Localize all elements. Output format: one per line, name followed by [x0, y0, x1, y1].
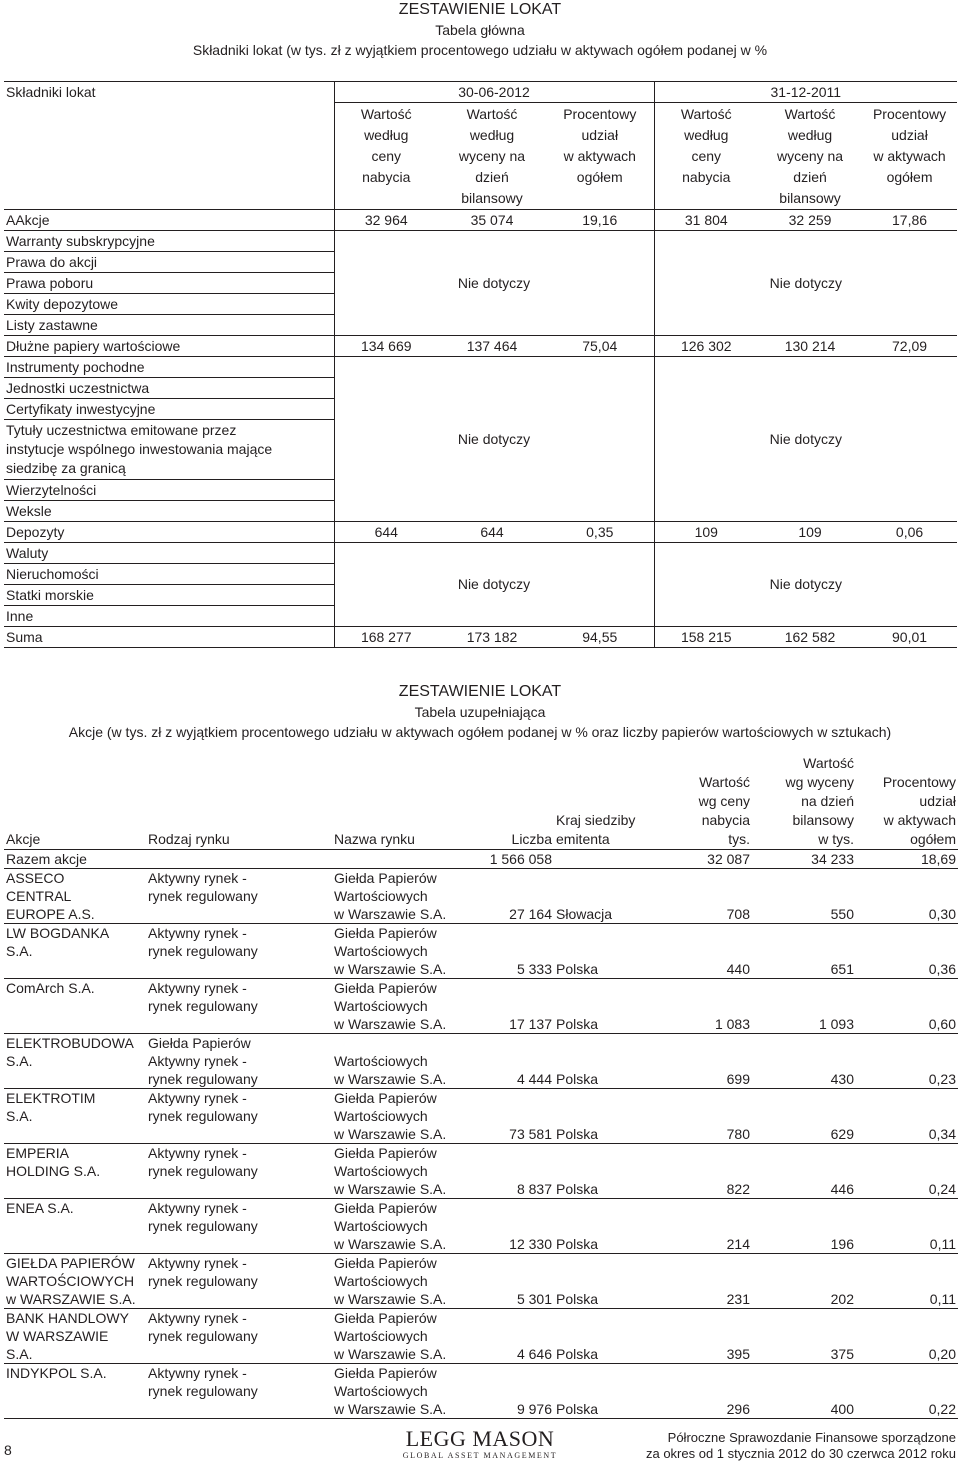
sup-table [4, 754, 958, 1419]
row-label: Listy zastawne [4, 315, 334, 336]
sup-udzial: 0,24 [856, 1144, 958, 1199]
sup-market-name: Giełda Papierów Wartościowych w Warszawie S.A. [332, 1309, 468, 1364]
sup-market-name: Giełda Papierów Wartościowych w Warszawie S.A. [332, 979, 468, 1034]
sup-liczba: 8 837 [468, 1144, 554, 1199]
sup-stock-name: LW BOGDANKA S.A. [4, 924, 146, 979]
row-label: Kwity depozytowe [4, 294, 334, 315]
sup-nabycie: 708 [650, 869, 752, 924]
sup-nabycie: 231 [650, 1254, 752, 1309]
sup-total-label: Razem akcje [4, 850, 332, 869]
main-row-depozyty [4, 522, 957, 543]
row-label: Tytuły uczestnictwa emitowane przez instytucje wspólnego inwestowania mające siedzibę za granicą [4, 420, 334, 480]
row-value: 17,86 [862, 210, 957, 231]
sup-liczba: 27 164 [468, 869, 554, 924]
row-label: Depozyty [4, 522, 334, 543]
sup-stock-name: ASSECO CENTRAL EUROPE A.S. [4, 869, 146, 924]
row-value: 173 182 [438, 627, 546, 648]
sup-kraj: Polska [554, 1199, 650, 1254]
row-label: AAkcje [4, 210, 334, 231]
sup-market-type: Giełda Papierów Aktywny rynek - rynek regulowany [146, 1034, 332, 1089]
sup-row [4, 1254, 958, 1309]
row-label: Nieruchomości [4, 564, 334, 585]
sup-wycena: 651 [752, 924, 856, 979]
sup-row [4, 869, 958, 924]
sup-market-name: Giełda Papierów Wartościowych w Warszawie S.A. [332, 924, 468, 979]
sup-udzial: 0,34 [856, 1089, 958, 1144]
sup-liczba: 5 333 [468, 924, 554, 979]
sup-liczba: 4 646 [468, 1309, 554, 1364]
row-value: 90,01 [862, 627, 957, 648]
sup-wycena: 430 [752, 1034, 856, 1089]
sup-row [4, 1089, 958, 1144]
row-label: Prawa do akcji [4, 252, 334, 273]
sup-wycena: 446 [752, 1144, 856, 1199]
row-value: 75,04 [546, 336, 654, 357]
sup-market-type: Aktywny rynek - rynek regulowany [146, 1144, 332, 1199]
sup-udzial: 0,36 [856, 924, 958, 979]
sup-nabycie: 395 [650, 1309, 752, 1364]
main-row-akcje [4, 210, 957, 231]
sup-total-udzial: 18,69 [856, 850, 958, 869]
logo-sub: GLOBAL ASSET MANAGEMENT [402, 1451, 558, 1460]
sup-stock-name: ELEKTROTIM S.A. [4, 1089, 146, 1144]
sup-stock-name: EMPERIA HOLDING S.A. [4, 1144, 146, 1199]
sup-header-row [4, 754, 958, 850]
sup-row [4, 1199, 958, 1254]
col-header-p1-3: Procentowy udział w aktywach ogółem [546, 103, 654, 210]
sup-total-wycena: 34 233 [752, 850, 856, 869]
not-applicable-p1: Nie dotyczy [334, 357, 654, 522]
sup-stock-name: INDYKPOL S.A. [4, 1364, 146, 1419]
footer-note [646, 1430, 956, 1462]
sup-row [4, 979, 958, 1034]
row-value: 162 582 [758, 627, 862, 648]
sup-kraj: Polska [554, 1309, 650, 1364]
main-row-group1-0 [4, 231, 957, 252]
row-label: Suma [4, 627, 334, 648]
row-value: 130 214 [758, 336, 862, 357]
main-table [4, 81, 957, 648]
row-value: 134 669 [334, 336, 438, 357]
row-label: Wierzytelności [4, 480, 334, 501]
sup-row [4, 1144, 958, 1199]
row-label: Certyfikaty inwestycyjne [4, 399, 334, 420]
sup-nabycie: 214 [650, 1199, 752, 1254]
row-value: 137 464 [438, 336, 546, 357]
sup-nabycie: 440 [650, 924, 752, 979]
sup-stock-name: ComArch S.A. [4, 979, 146, 1034]
sup-liczba: 4 444 [468, 1034, 554, 1089]
sup-col-udzial: Procentowy udział w aktywach ogółem [856, 754, 958, 850]
sup-market-type: Aktywny rynek - rynek regulowany [146, 1254, 332, 1309]
page-number: 8 [4, 1442, 12, 1458]
sup-col-nazwa: Nazwa rynku [332, 754, 468, 850]
row-value: 644 [334, 522, 438, 543]
main-row-group3-0 [4, 543, 957, 564]
col-header-p2-3: Procentowy udział w aktywach ogółem [862, 103, 957, 210]
sup-market-name: Giełda Papierów Wartościowych w Warszawie S.A. [332, 1089, 468, 1144]
sup-stock-name: BANK HANDLOWY W WARSZAWIE S.A. [4, 1309, 146, 1364]
sup-kraj: Polska [554, 1034, 650, 1089]
row-label: Waluty [4, 543, 334, 564]
sup-udzial: 0,23 [856, 1034, 958, 1089]
sup-market-type: Aktywny rynek - rynek regulowany [146, 1089, 332, 1144]
row-value: 72,09 [862, 336, 957, 357]
sup-liczba: 9 976 [468, 1364, 554, 1419]
sup-market-name: Giełda Papierów Wartościowych w Warszawie S.A. [332, 1144, 468, 1199]
col-header-p2-2: Wartość według wyceny na dzień bilansowy [758, 103, 862, 210]
sup-market-type: Aktywny rynek - rynek regulowany [146, 979, 332, 1034]
row-value: 19,16 [546, 210, 654, 231]
sup-row [4, 1309, 958, 1364]
sup-kraj: Polska [554, 979, 650, 1034]
row-value: 644 [438, 522, 546, 543]
sup-subtitle: Tabela uzupełniająca [414, 704, 546, 720]
sup-nabycie: 780 [650, 1089, 752, 1144]
sup-col-rodzaj: Rodzaj rynku [146, 754, 332, 850]
sup-market-type: Aktywny rynek - rynek regulowany [146, 1309, 332, 1364]
sup-nabycie: 1 083 [650, 979, 752, 1034]
sup-total-nabycie: 32 087 [650, 850, 752, 869]
period2-header: 31-12-2011 [654, 82, 957, 103]
sup-wycena: 629 [752, 1089, 856, 1144]
not-applicable-p1: Nie dotyczy [334, 543, 654, 627]
sup-wycena: 196 [752, 1199, 856, 1254]
footer-line-1: Półroczne Sprawozdanie Finansowe sporządzone [667, 1430, 956, 1445]
label-header: Składniki lokat [4, 82, 334, 210]
not-applicable-p2: Nie dotyczy [654, 231, 957, 336]
sup-kraj: Polska [554, 1254, 650, 1309]
sup-stock-name: GIEŁDA PAPIERÓW WARTOŚCIOWYCH w WARSZAWIE S.A. [4, 1254, 146, 1309]
sup-market-name: Giełda Papierów Wartościowych w Warszawie S.A. [332, 1254, 468, 1309]
not-applicable-p1: Nie dotyczy [334, 231, 654, 336]
sup-kraj: Polska [554, 1089, 650, 1144]
sup-kraj: Polska [554, 1144, 650, 1199]
col-header-p1-2: Wartość według wyceny na dzień bilansowy [438, 103, 546, 210]
row-label: Dłużne papiery wartościowe [4, 336, 334, 357]
not-applicable-p2: Nie dotyczy [654, 543, 957, 627]
sup-col-liczba: Liczba [468, 754, 554, 850]
row-value: 32 259 [758, 210, 862, 231]
sup-total-row [4, 850, 958, 869]
sup-row [4, 1034, 958, 1089]
sup-liczba: 73 581 [468, 1089, 554, 1144]
main-header [0, 0, 960, 60]
sup-market-type: Aktywny rynek - rynek regulowany [146, 924, 332, 979]
row-label: Weksle [4, 501, 334, 522]
sup-stock-name: ELEKTROBUDOWA S.A. [4, 1034, 146, 1089]
sup-nabycie: 822 [650, 1144, 752, 1199]
main-note: Składniki lokat (w tys. zł z wyjątkiem procentowego udziału w aktywach ogółem podanej w % [192, 42, 768, 58]
row-value: 168 277 [334, 627, 438, 648]
sup-row [4, 924, 958, 979]
row-value: 35 074 [438, 210, 546, 231]
sup-total-liczba: 1 566 058 [468, 850, 554, 869]
sup-udzial: 0,60 [856, 979, 958, 1034]
main-subtitle: Tabela główna [435, 22, 525, 38]
sup-market-name: Wartościowych w Warszawie S.A. [332, 1034, 468, 1089]
sup-wycena: 550 [752, 869, 856, 924]
row-label: Warranty subskrypcyjne [4, 231, 334, 252]
period1-header: 30-06-2012 [334, 82, 654, 103]
sup-market-type: Aktywny rynek - rynek regulowany [146, 1199, 332, 1254]
sup-udzial: 0,30 [856, 869, 958, 924]
sup-col-wycena: Wartość wg wyceny na dzień bilansowy w tys. [752, 754, 856, 850]
sup-col-kraj: Kraj siedziby emitenta [554, 754, 650, 850]
not-applicable-p2: Nie dotyczy [654, 357, 957, 522]
sup-udzial: 0,20 [856, 1309, 958, 1364]
sup-wycena: 202 [752, 1254, 856, 1309]
sup-market-name: Giełda Papierów Wartościowych w Warszawie S.A. [332, 1199, 468, 1254]
sup-liczba: 12 330 [468, 1199, 554, 1254]
sup-nabycie: 296 [650, 1364, 752, 1419]
row-label: Instrumenty pochodne [4, 357, 334, 378]
legg-mason-logo [400, 1427, 560, 1461]
sup-col-nabycie: Wartość wg ceny nabycia tys. [650, 754, 752, 850]
col-header-p1-1: Wartość według ceny nabycia [334, 103, 438, 210]
row-value: 31 804 [654, 210, 758, 231]
footer-line-2: za okres od 1 stycznia 2012 do 30 czerwca 2012 roku [645, 1446, 956, 1461]
sup-kraj: Polska [554, 924, 650, 979]
sup-stock-name: ENEA S.A. [4, 1199, 146, 1254]
main-row-group2-0 [4, 357, 957, 378]
sup-row [4, 1364, 958, 1419]
main-title: ZESTAWIENIE LOKAT [398, 1, 562, 18]
sup-liczba: 5 301 [468, 1254, 554, 1309]
sup-nabycie: 699 [650, 1034, 752, 1089]
sup-note: Akcje (w tys. zł z wyjątkiem procentowego udziału w aktywach ogółem podanej w % oraz liczby papierów wartościowych w sztukach) [68, 724, 892, 740]
row-value: 94,55 [546, 627, 654, 648]
sup-market-type: Aktywny rynek - rynek regulowany [146, 869, 332, 924]
sup-udzial: 0,11 [856, 1254, 958, 1309]
row-value: 32 964 [334, 210, 438, 231]
sup-market-type: Aktywny rynek - rynek regulowany [146, 1364, 332, 1419]
row-label: Jednostki uczestnictwa [4, 378, 334, 399]
sup-kraj: Słowacja [554, 869, 650, 924]
logo-name: LEGG MASON [405, 1426, 555, 1451]
row-label: Statki morskie [4, 585, 334, 606]
sup-wycena: 1 093 [752, 979, 856, 1034]
row-value: 0,06 [862, 522, 957, 543]
sup-market-name: Giełda Papierów Wartościowych w Warszawie S.A. [332, 869, 468, 924]
row-label: Inne [4, 606, 334, 627]
sup-liczba: 17 137 [468, 979, 554, 1034]
sup-title: ZESTAWIENIE LOKAT [398, 683, 562, 700]
row-value: 158 215 [654, 627, 758, 648]
sup-wycena: 400 [752, 1364, 856, 1419]
sup-kraj: Polska [554, 1364, 650, 1419]
row-value: 109 [758, 522, 862, 543]
row-value: 0,35 [546, 522, 654, 543]
main-row-suma [4, 627, 957, 648]
sup-udzial: 0,22 [856, 1364, 958, 1419]
main-row-dluzne [4, 336, 957, 357]
sup-market-name: Giełda Papierów Wartościowych w Warszawie S.A. [332, 1364, 468, 1419]
col-header-p2-1: Wartość według ceny nabycia [654, 103, 758, 210]
sup-udzial: 0,11 [856, 1199, 958, 1254]
sup-header [0, 682, 960, 742]
sup-wycena: 375 [752, 1309, 856, 1364]
row-label: Prawa poboru [4, 273, 334, 294]
row-value: 126 302 [654, 336, 758, 357]
sup-col-akcje: Akcje [4, 754, 146, 850]
row-value: 109 [654, 522, 758, 543]
